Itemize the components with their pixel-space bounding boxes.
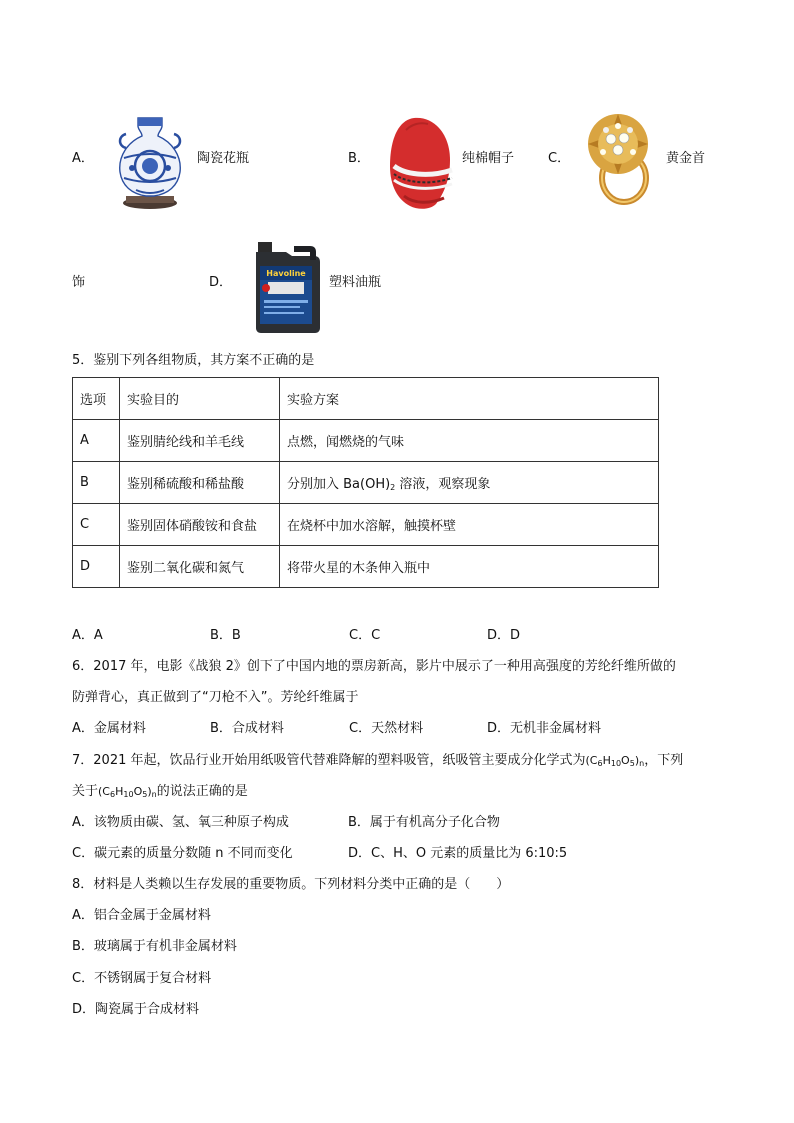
porcelain-vase-image (112, 112, 188, 210)
table-header-row (73, 378, 659, 420)
q4-option-c-letter: C． (548, 151, 571, 166)
table-cell (280, 462, 659, 504)
q5-option-d: D．D (487, 628, 521, 643)
q5-option-a: A．A (72, 628, 103, 643)
q4-option-c-text-line1: 黄金首 (666, 151, 706, 166)
table-row (73, 462, 659, 504)
q4-option-a-text: 陶瓷花瓶 (197, 151, 250, 166)
table-row (73, 504, 659, 546)
table-cell: 鉴别二氧化碳和氮气 (120, 546, 280, 588)
q7-option-b: B．属于有机高分子化合物 (348, 815, 500, 830)
plan-text-pre: 分别加入 Ba(OH) (287, 477, 391, 492)
q7-option-a: A．该物质由碳、氢、氧三种原子构成 (72, 815, 289, 830)
q6-option-d: D．无机非金属材料 (487, 721, 602, 736)
table-cell: B (73, 462, 120, 504)
q5-stem: 5．鉴别下列各组物质，其方案不正确的是 (72, 353, 315, 368)
q7-formula: $(C_6H_{10}O_5)_n$ (98, 785, 157, 799)
table-header-cell: 选项 (73, 378, 120, 420)
table-row (73, 420, 659, 462)
q4-option-b-letter: B． (348, 151, 370, 166)
q6-option-c: C．天然材料 (349, 721, 424, 736)
q5-experiment-table (72, 377, 659, 588)
table-cell: A (73, 420, 120, 462)
table-header-cell: 实验方案 (280, 378, 659, 420)
q6-line2: 防弹背心，真正做到了“刀枪不入”。芳纶纤维属于 (72, 690, 359, 705)
table-cell: 鉴别稀硫酸和稀盐酸 (120, 462, 280, 504)
cotton-hat-image (384, 112, 456, 210)
q7-line1-post: ，下列 (644, 753, 684, 768)
oil-bottle-brand-text: Havoline (266, 269, 306, 278)
plastic-oil-bottle-image (252, 238, 322, 333)
q6-option-a: A．金属材料 (72, 721, 146, 736)
q8-option-b: B．玻璃属于有机非金属材料 (72, 939, 237, 954)
q5-option-c: C．C (349, 628, 381, 643)
q6-line1: 6．2017 年，电影《战狼 2》创下了中国内地的票房新高，影片中展示了一种用高强度的芳纶纤维所做的 (72, 659, 676, 674)
q7-formula: $(C_6H_{10}O_5)_n$ (585, 754, 645, 768)
q7-option-d: D．C、H、O 元素的质量比为 6:10:5 (348, 846, 568, 861)
q7-line2 (72, 783, 248, 804)
q7-line2-pre: 关于 (72, 784, 99, 799)
q8-option-d: D．陶瓷属于合成材料 (72, 1002, 200, 1017)
q4-option-d-letter: D． (209, 275, 233, 290)
q4-option-c-text-line2: 饰 (72, 275, 86, 290)
plan-text-post: 溶液，观察现象 (395, 477, 491, 492)
plan-subscript: 2 (390, 483, 396, 492)
table-cell: 鉴别固体硝酸铵和食盐 (120, 504, 280, 546)
q7-line2-post: 的说法正确的是 (156, 784, 248, 799)
q4-option-d-text: 塑料油瓶 (329, 275, 382, 290)
table-header-cell: 实验目的 (120, 378, 280, 420)
q7-line1 (72, 752, 683, 773)
q8-option-a: A．铝合金属于金属材料 (72, 908, 211, 923)
table-cell: 将带火星的木条伸入瓶中 (280, 546, 659, 588)
q6-option-b: B．合成材料 (210, 721, 284, 736)
table-cell: 在烧杯中加水溶解，触摸杯壁 (280, 504, 659, 546)
q5-option-b: B．B (210, 628, 241, 643)
table-cell: D (73, 546, 120, 588)
table-cell: 鉴别腈纶线和羊毛线 (120, 420, 280, 462)
q7-option-c: C．碳元素的质量分数随 n 不同而变化 (72, 846, 293, 861)
table-cell: C (73, 504, 120, 546)
q4-option-a-letter: A． (72, 151, 94, 166)
q8-option-c: C．不锈钢属于复合材料 (72, 971, 212, 986)
q8-stem: 8．材料是人类赖以生存发展的重要物质。下列材料分类中正确的是（ ） (72, 877, 510, 892)
q4-option-b-text: 纯棉帽子 (462, 151, 515, 166)
table-row (73, 546, 659, 588)
gold-ring-image (578, 108, 660, 208)
q7-line1-pre: 7．2021 年起，饮品行业开始用纸吸管代替难降解的塑料吸管，纸吸管主要成分化学式为 (72, 753, 586, 768)
table-cell: 点燃，闻燃烧的气味 (280, 420, 659, 462)
